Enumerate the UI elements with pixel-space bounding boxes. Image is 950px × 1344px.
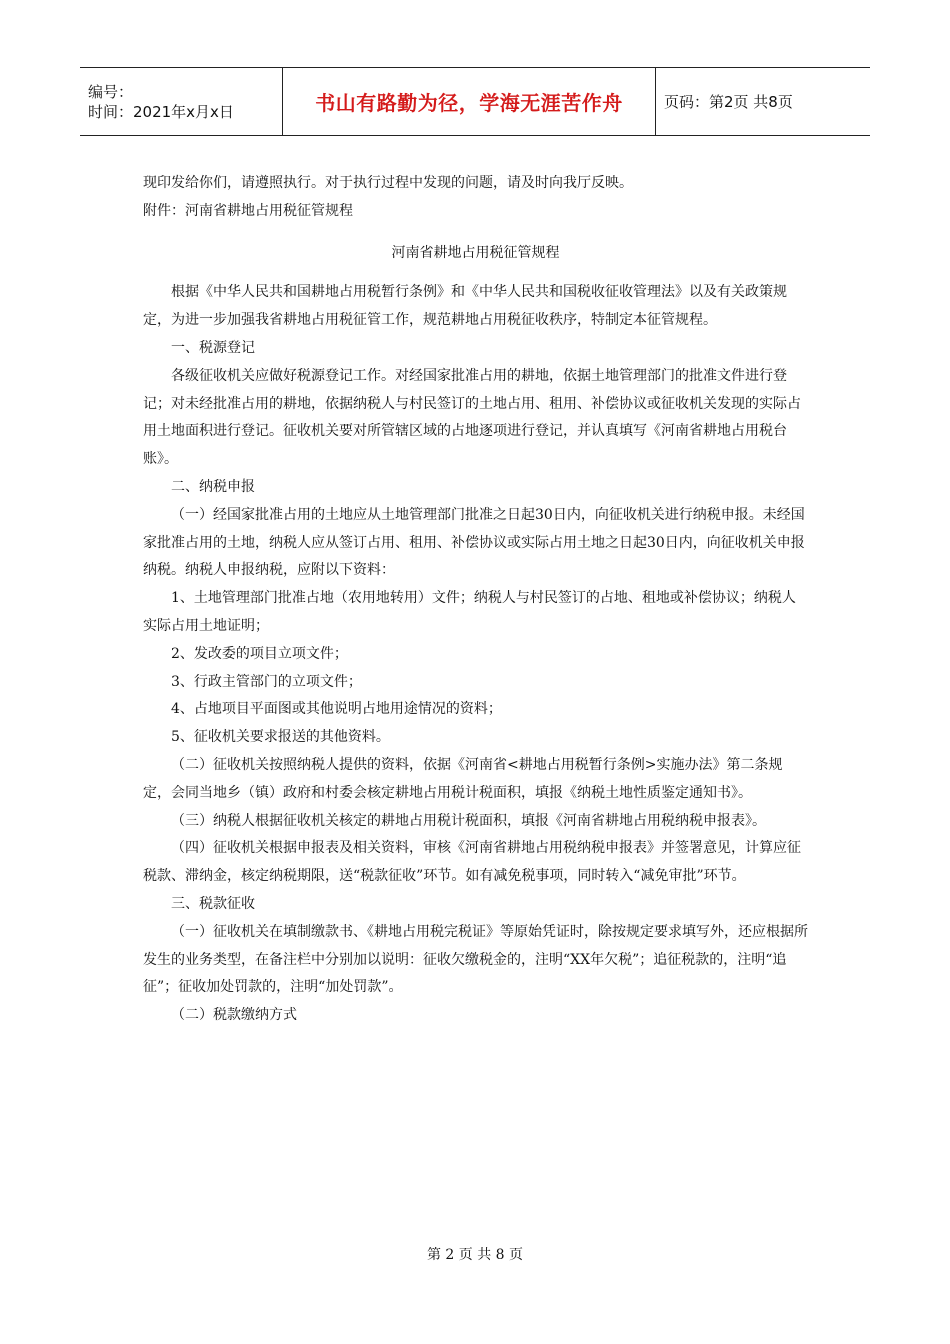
page-footer: 第 2 页 共 8 页 xyxy=(426,1247,524,1263)
page-info: 页码：第2页 共8页 xyxy=(664,93,793,111)
section-heading: 一、税源登记 xyxy=(171,339,255,356)
list-item: 2、发改委的项目立项文件； xyxy=(171,645,348,662)
motto-text: 书山有路勤为径，学海无涯苦作舟 xyxy=(315,91,623,115)
paragraph: 根据《中华人民共和国耕地占用税暂行条例》和《中华人民共和国税收征收管理法》以及有关政策规定，为进一步加强我省耕地占用税征管工作，规范耕地占用税征收秩序，特制定本征管规程。 xyxy=(143,284,787,329)
document-title: 河南省耕地占用税征管规程 xyxy=(391,244,560,261)
document-body xyxy=(143,170,808,1030)
time-label: 时间：2021年x月x日 xyxy=(88,102,234,121)
attachment-line: 附件：河南省耕地占用税征管规程 xyxy=(143,202,353,219)
paragraph: （四）征收机关根据申报表及相关资料，审核《河南省耕地占用税纳税申报表》并签署意见，计算应征税款、滞纳金，核定纳税期限，送“税款征收”环节。如有减免税事项，同时转入“减免审批”环节。 xyxy=(143,840,801,885)
list-item: 5、征收机关要求报送的其他资料。 xyxy=(171,729,390,746)
header-page-cell xyxy=(656,68,870,135)
paragraph: 各级征收机关应做好税源登记工作。对经国家批准占用的耕地，依据土地管理部门的批准文件进行登记；对未经批准占用的耕地，依据纳税人与村民签订的土地占用、租用、补偿协议或征收机关发现的实际占用土地面积进行登记。征收机关要对所管辖区域的占地逐项进行登记，并认真填写《河南省耕地占用税台账》。 xyxy=(143,367,801,468)
list-item: 1、土地管理部门批准占地（农用地转用）文件；纳税人与村民签订的占地、租地或补偿协议；纳税人实际占用土地证明； xyxy=(143,590,796,634)
header-left-cell xyxy=(80,68,282,135)
header-table xyxy=(80,67,870,136)
paragraph: 现印发给你们，请遵照执行。对于执行过程中发现的问题，请及时向我厅反映。 xyxy=(143,175,633,191)
paragraph: （一）征收机关在填制缴款书、《耕地占用税完税证》等原始凭证时，除按规定要求填写外，还应根据所发生的业务类型，在备注栏中分别加以说明：征收欠缴税金的，注明“XX年欠税”；追征税款的，注明“追征”；征收加处罚款的，注明“加处罚款”。 xyxy=(143,923,808,996)
header-motto-cell xyxy=(282,68,656,135)
list-item: 4、占地项目平面图或其他说明占地用途情况的资料； xyxy=(171,701,502,718)
section-heading: 三、税款征收 xyxy=(171,895,255,912)
list-item: 3、行政主管部门的立项文件； xyxy=(171,673,362,690)
paragraph: （三）纳税人根据征收机关核定的耕地占用税计税面积，填报《河南省耕地占用税纳税申报表》。 xyxy=(171,812,766,829)
section-heading: 二、纳税申报 xyxy=(171,478,255,495)
paragraph: （二）税款缴纳方式 xyxy=(171,1007,297,1024)
paragraph: （二）征收机关按照纳税人提供的资料，依据《河南省<耕地占用税暂行条例>实施办法》第二条规定，会同当地乡（镇）政府和村委会核定耕地占用税计税面积，填报《纳税土地性质鉴定通知书》。 xyxy=(143,756,783,801)
number-label: 编号： xyxy=(88,82,134,101)
paragraph: （一）经国家批准占用的土地应从土地管理部门批准之日起30日内，向征收机关进行纳税申报。未经国家批准占用的土地，纳税人应从签订占用、租用、补偿协议或实际占用土地之日起30日内，向征收机关申报纳税。纳税人申报纳税，应附以下资料： xyxy=(143,506,805,579)
